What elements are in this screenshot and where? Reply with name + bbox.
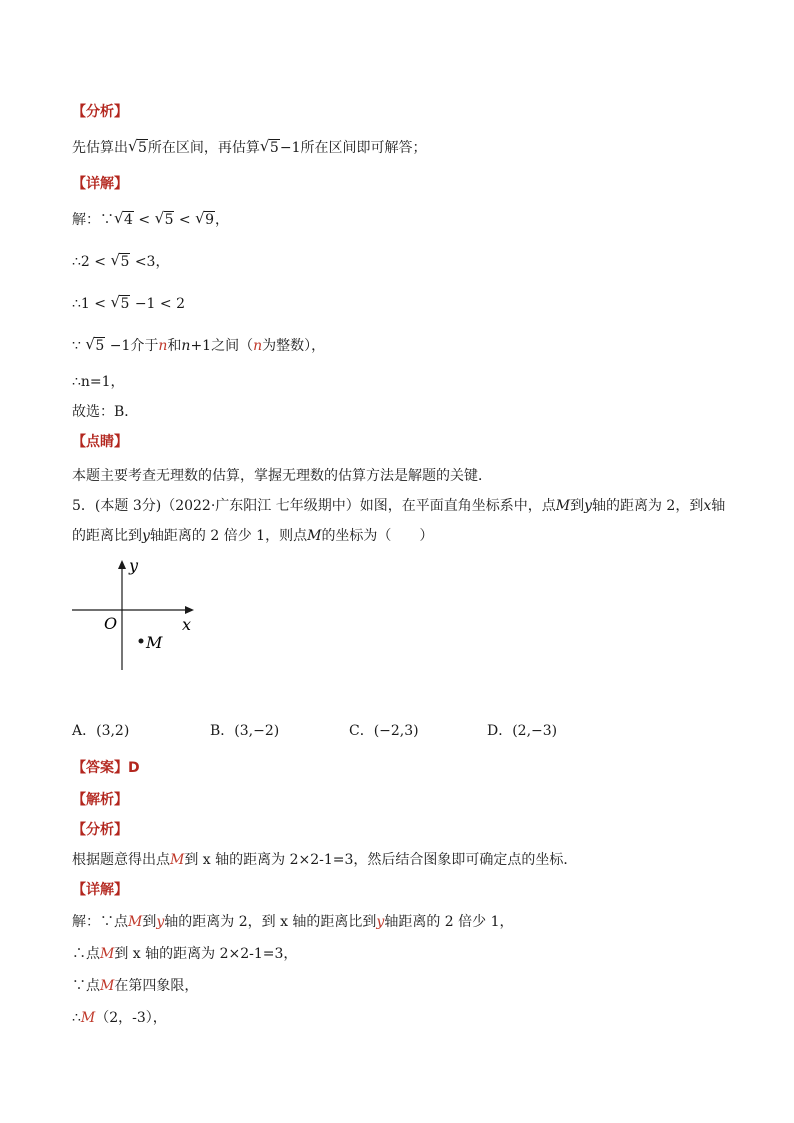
x-axis-label: x	[182, 615, 192, 634]
point-m-label: M	[146, 633, 163, 652]
detail-header-2: 【详解】	[72, 882, 128, 898]
sqrt-5: √ 5	[129, 138, 148, 158]
x-axis-arrow	[185, 606, 194, 614]
coordinate-figure	[66, 552, 206, 672]
comment-header: 【点睛】	[72, 434, 128, 450]
choice-b[interactable]: B．(3,−2)	[210, 723, 280, 739]
choice-c[interactable]: C．(−2,3)	[349, 723, 419, 739]
comment-text: 本题主要考查无理数的估算，掌握无理数的估算方法是解题的关键．	[72, 468, 492, 484]
y-axis-arrow	[118, 560, 126, 569]
choose-line: 故选：B．	[72, 404, 139, 420]
y-axis-label: y	[129, 556, 139, 575]
analysis-header: 【分析】	[72, 104, 128, 120]
detail-3: ∵点M在第四象限，	[72, 978, 199, 994]
origin-label: O	[104, 614, 118, 633]
choice-a[interactable]: A．(3,2)	[72, 723, 130, 739]
analysis-header-2: 【分析】	[72, 822, 128, 838]
detail-2: ∴点M到 x 轴的距离为 2×2-1=3，	[72, 946, 298, 962]
step-5: ∴n=1，	[72, 374, 125, 390]
question-5-line-1: 5．(本题 3分)（2022·广东阳江 七年级期中）如图，在平面直角坐标系中，点M到y轴的距离为 2，到x轴	[72, 498, 726, 514]
step-3: ∴1 < √ 5 −1 < 2	[72, 294, 185, 314]
point-m	[139, 639, 144, 644]
answer-line: 【答案】D	[72, 760, 140, 776]
question-5-line-2: 的距离比到y轴距离的 2 倍少 1，则点M的坐标为（ ）	[72, 528, 434, 544]
explain-header: 【解析】	[72, 792, 128, 808]
choice-d[interactable]: D．(2,−3)	[487, 723, 558, 739]
detail-1: 解：∵点M到y轴的距离为 2，到 x 轴的距离比到y轴距离的 2 倍少 1，	[72, 914, 514, 930]
step-1: 解：∵√ 4 < √ 5 < √ 9，	[72, 210, 229, 230]
step-4: ∵ √ 5 −1介于n和n+1之间（n为整数），	[72, 336, 325, 356]
detail-4: ∴M（2，-3），	[72, 1010, 167, 1026]
step-2: ∴2 < √ 5 <3，	[72, 252, 169, 272]
analysis-text: 先估算出√ 5所在区间，再估算√ 5−1所在区间即可解答；	[72, 138, 426, 158]
detail-header: 【详解】	[72, 176, 128, 192]
sqrt-5: √ 5	[261, 138, 280, 158]
analysis-text-2: 根据题意得出点M到 x 轴的距离为 2×2-1=3，然后结合图象即可确定点的坐标．	[72, 852, 578, 868]
